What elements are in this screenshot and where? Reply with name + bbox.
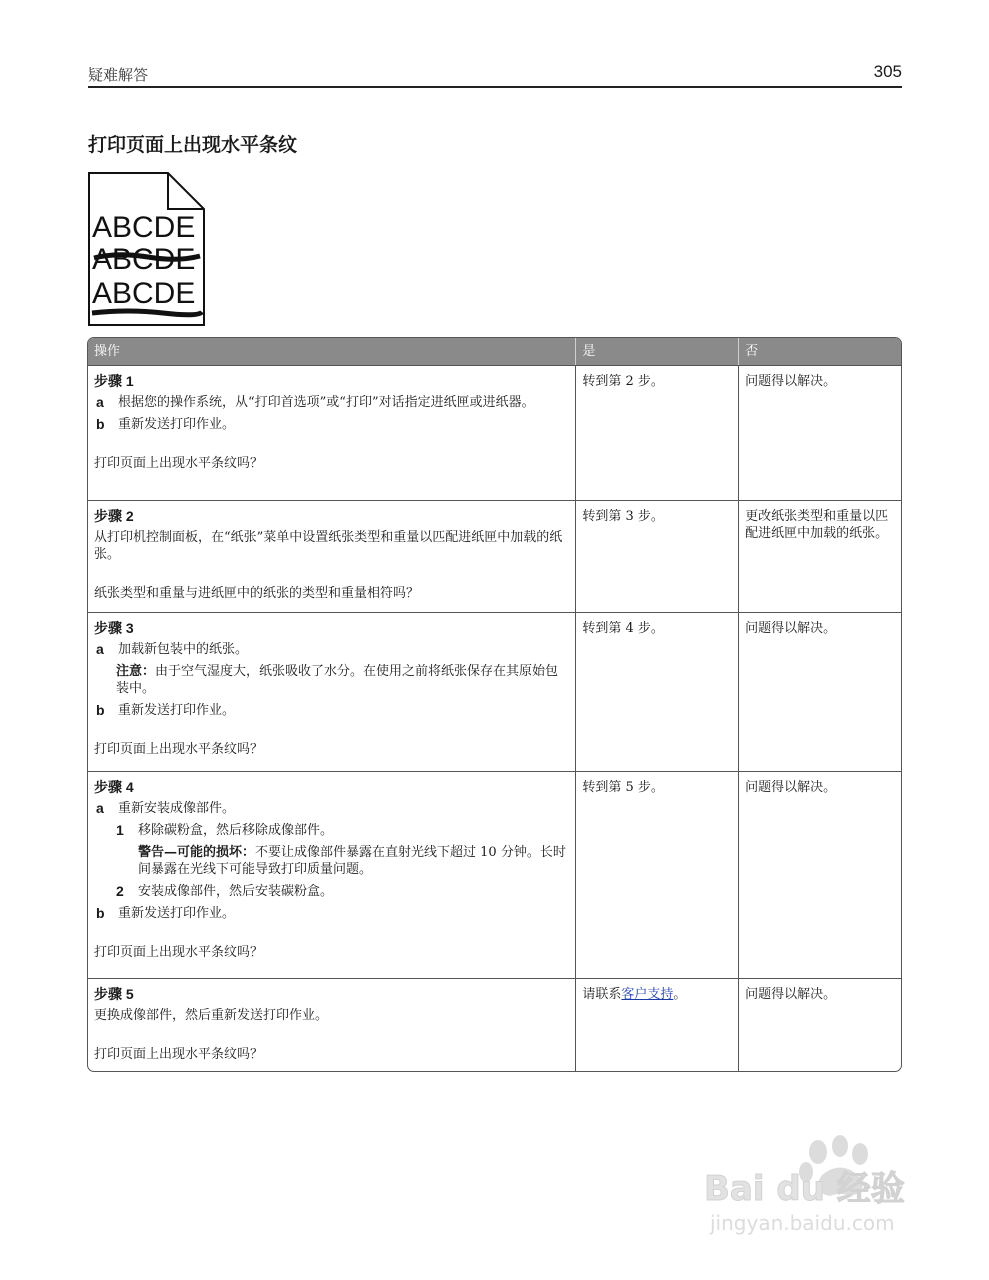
no-cell: 问题得以解决。 <box>738 978 901 1071</box>
step-title: 步骤 2 <box>94 508 134 524</box>
troubleshooting-table <box>87 337 902 1072</box>
list-item <box>94 416 569 433</box>
table-row <box>88 771 901 978</box>
action-cell <box>88 771 575 978</box>
step-question: 打印页面上出现水平条纹吗？ <box>94 945 264 960</box>
table-row <box>88 612 901 771</box>
yes-cell: 转到第 2 步。 <box>575 365 738 500</box>
sub-list-marker: 2 <box>116 883 124 899</box>
warning <box>94 844 569 878</box>
yes-cell <box>575 978 738 1071</box>
step-question: 纸张类型和重量与进纸匣中的纸张的类型和重量相符吗？ <box>94 586 420 601</box>
action-cell <box>88 612 575 771</box>
no-cell: 问题得以解决。 <box>738 612 901 771</box>
note <box>94 663 569 697</box>
page-title: 打印页面上出现水平条纹 <box>88 134 298 156</box>
list-text: 重新安装成像部件。 <box>118 801 236 816</box>
sub-list-text: 安装成像部件，然后安装碳粉盒。 <box>138 884 334 899</box>
header-action: 操作 <box>88 338 575 365</box>
header-no: 否 <box>738 338 901 365</box>
action-cell <box>88 978 575 1071</box>
watermark-brand: Bai du 经验 <box>704 1169 905 1209</box>
step-question: 打印页面上出现水平条纹吗？ <box>94 742 264 757</box>
action-cell <box>88 500 575 612</box>
header-yes: 是 <box>575 338 738 365</box>
customer-support-link[interactable]: 客户支持 <box>621 987 674 1002</box>
step-text: 更换成像部件，然后重新发送打印作业。 <box>94 1008 329 1023</box>
baidu-jingyan-watermark <box>700 1130 940 1240</box>
list-marker: a <box>96 800 104 816</box>
yes-suffix: 。 <box>673 987 687 1002</box>
note-label: 注意： <box>116 664 156 679</box>
no-cell: 问题得以解决。 <box>738 771 901 978</box>
no-cell: 问题得以解决。 <box>738 365 901 500</box>
list-marker: b <box>96 702 105 718</box>
table-row <box>88 978 901 1071</box>
sample-line-3: ABCDE <box>92 277 196 310</box>
list-item <box>94 702 569 719</box>
list-item <box>94 641 569 658</box>
section-title: 疑难解答 <box>88 66 149 84</box>
list-marker: b <box>96 416 105 432</box>
action-cell <box>88 365 575 500</box>
yes-prefix: 请联系 <box>582 987 622 1002</box>
step-title: 步骤 1 <box>94 373 134 389</box>
list-text: 根据您的操作系统，从“打印首选项”或“打印”对话指定进纸匣或进纸器。 <box>118 395 535 410</box>
step-title: 步骤 5 <box>94 986 134 1002</box>
page-header <box>88 62 902 88</box>
list-marker: a <box>96 641 104 657</box>
yes-cell: 转到第 3 步。 <box>575 500 738 612</box>
sample-line-1: ABCDE <box>92 211 196 244</box>
warning-text: 不要让成像部件暴露在直射光线下超过 10 分钟。长时间暴露在光线下可能导致打印质量问题。 <box>138 845 566 877</box>
step-question: 打印页面上出现水平条纹吗？ <box>94 456 264 471</box>
step-question: 打印页面上出现水平条纹吗？ <box>94 1047 264 1062</box>
step-text: 从打印机控制面板，在“纸张”菜单中设置纸张类型和重量以匹配进纸匣中加载的纸张。 <box>94 530 563 562</box>
step-title: 步骤 3 <box>94 620 134 636</box>
sub-list-item <box>94 883 569 900</box>
table-row <box>88 365 901 500</box>
page-number: 305 <box>873 62 902 81</box>
table-row <box>88 500 901 612</box>
sub-list-text: 移除碳粉盒，然后移除成像部件。 <box>138 823 334 838</box>
no-cell: 更改纸张类型和重量以匹配进纸匣中加载的纸张。 <box>738 500 901 612</box>
warning-label: 警告—可能的损坏： <box>138 845 256 860</box>
sub-list-marker: 1 <box>116 822 124 838</box>
list-text: 加载新包装中的纸张。 <box>118 642 249 657</box>
list-text: 重新发送打印作业。 <box>118 906 236 921</box>
streaked-page-illustration <box>88 172 206 326</box>
list-marker: b <box>96 905 105 921</box>
list-item <box>94 394 569 411</box>
yes-cell: 转到第 5 步。 <box>575 771 738 978</box>
list-marker: a <box>96 394 104 410</box>
list-item <box>94 800 569 817</box>
list-item <box>94 905 569 922</box>
list-text: 重新发送打印作业。 <box>118 417 236 432</box>
list-text: 重新发送打印作业。 <box>118 703 236 718</box>
note-text: 由于空气湿度大，纸张吸收了水分。在使用之前将纸张保存在其原始包装中。 <box>116 664 559 696</box>
yes-cell: 转到第 4 步。 <box>575 612 738 771</box>
sub-list-item <box>94 822 569 839</box>
sample-line-2: ABCDE <box>92 243 196 276</box>
watermark-url: jingyan.baidu.com <box>710 1211 895 1235</box>
step-title: 步骤 4 <box>94 779 134 795</box>
table-header-row <box>88 338 901 365</box>
